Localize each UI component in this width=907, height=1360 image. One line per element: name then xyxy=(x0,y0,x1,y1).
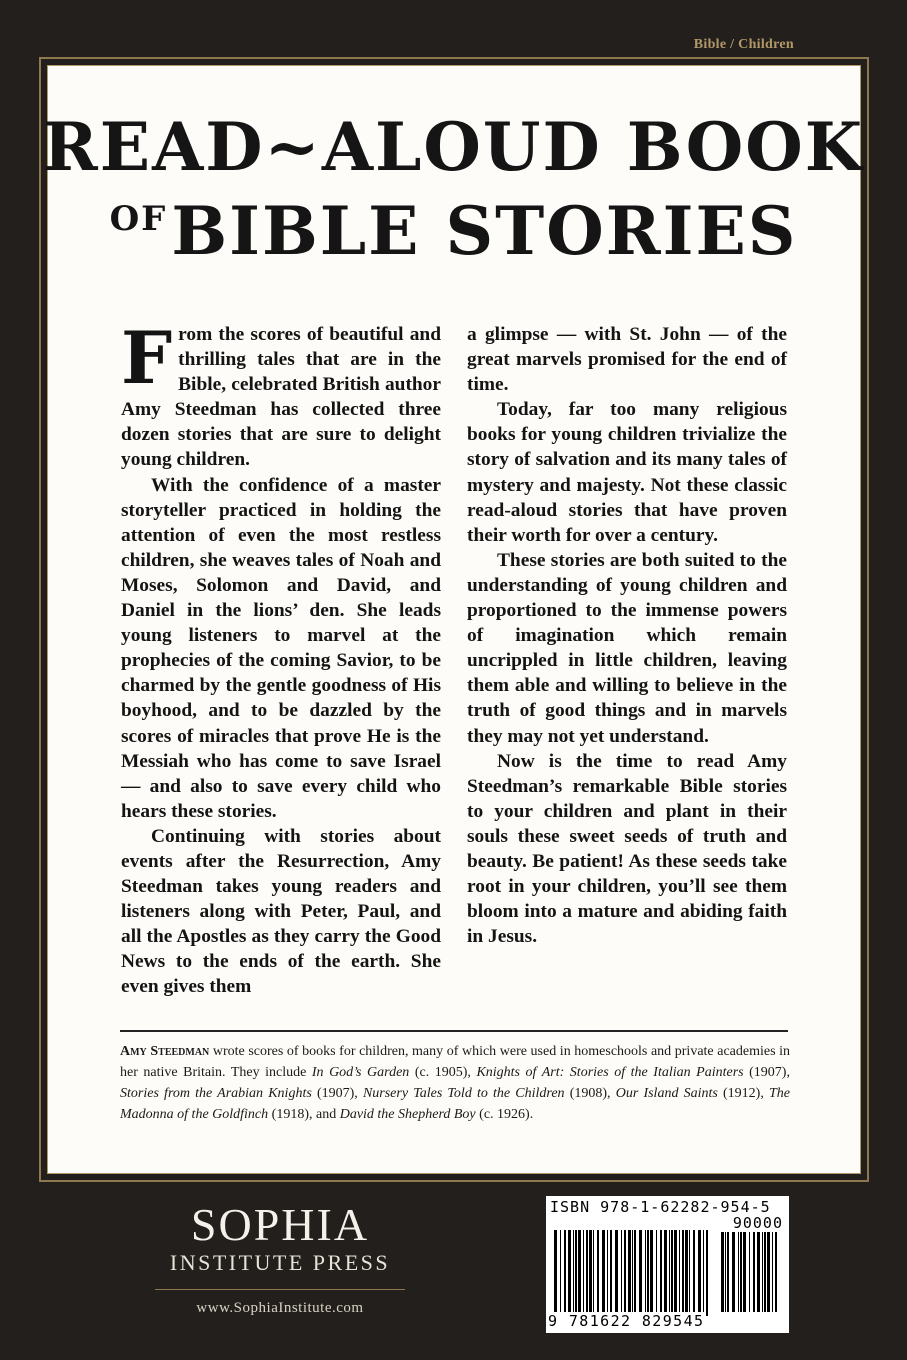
publisher-divider xyxy=(155,1289,405,1290)
drop-cap: F xyxy=(121,315,173,400)
paragraph: Now is the time to read Amy Steedman’s remarkable Bible stories to your children and plant in their souls these sweet seeds of truth and beauty. Be patient! As these seeds take root in your children, you’ll see them bloom into a mature and abiding faith in Jesus. xyxy=(467,750,787,948)
paragraph: Today, far too many religious books for young children trivialize the story of salvation and its many tales of mystery and majesty. Not these classic read-aloud stories that have proven their worth for over a century. xyxy=(467,399,787,546)
barcode-main-icon xyxy=(554,1230,714,1316)
body-column-right xyxy=(467,322,787,949)
barcode-supplement-icon xyxy=(721,1232,781,1312)
paragraph: Continuing with stories about events after the Resurrection, Amy Steedman takes young readers and listeners along with Peter, Paul, and all the Apostles as they carry the Good News to the ends of the earth. She even gives them xyxy=(121,825,441,998)
publisher-logo-subtitle: INSTITUTE PRESS xyxy=(169,1250,391,1275)
paragraph: a glimpse — with St. John — of the great marvels promised for the end of time. xyxy=(467,324,787,396)
category-label: Bible / Children xyxy=(693,37,794,52)
title-line-2-text: BIBLE STORIES xyxy=(171,192,798,270)
title-of: OF xyxy=(109,199,168,239)
paragraph: From the scores of beautiful and thrilling tales that are in the Bible, celebrated British author Amy Steedman has collected three dozen stories that are sure to delight young children. xyxy=(121,315,441,471)
publisher-logo-name: SOPHIA xyxy=(190,1199,370,1250)
barcode-digits: 9 781622 829545 xyxy=(548,1312,705,1330)
price-code: 90000 xyxy=(732,1214,783,1232)
isbn-text: ISBN 978-1-62282-954-5 xyxy=(550,1198,771,1216)
body-column-left xyxy=(121,315,441,1000)
paragraph: With the confidence of a master storyteller practiced in holding the attention of even the most restless children, she weaves tales of Noah and Moses, Solomon and David, and Daniel in the lions’ den. She leads young listeners to marvel at the prophecies of the coming Savior, to be charmed by the gentle goodness of His boyhood, and to be dazzled by the scores of miracles that prove He is the Messiah who has come to save Israel— and also to save every child who hears these stories. xyxy=(121,474,441,822)
publisher-url[interactable]: www.SophiaInstitute.com xyxy=(196,1300,364,1316)
author-bio: Amy Steedman wrote scores of books for children, many of which were used in homeschools and private academies in her native Britain. They include In God’s Garden (c. 1905), Knights of Art: Stories of the Italian Painters (1907), Stories from the Arabian Knights (1907), Nursery Tales Told to the Children (1908), Our Island Saints (1912), The Madonna of the Goldfinch (1918), and David the Shepherd Boy (c. 1926). xyxy=(120,1044,790,1122)
divider-rule xyxy=(120,1030,788,1032)
paragraph: These stories are both suited to the understanding of young children and proportioned to the immense powers of imagination which remain uncrippled in little children, leaving them able and willing to believe in the truth of good things and in marvels they may not yet understand. xyxy=(467,549,787,747)
barcode-block xyxy=(546,1196,789,1333)
title-line-2 xyxy=(0,192,907,270)
title-line-1: READ~ALOUD BOOK xyxy=(42,108,865,186)
